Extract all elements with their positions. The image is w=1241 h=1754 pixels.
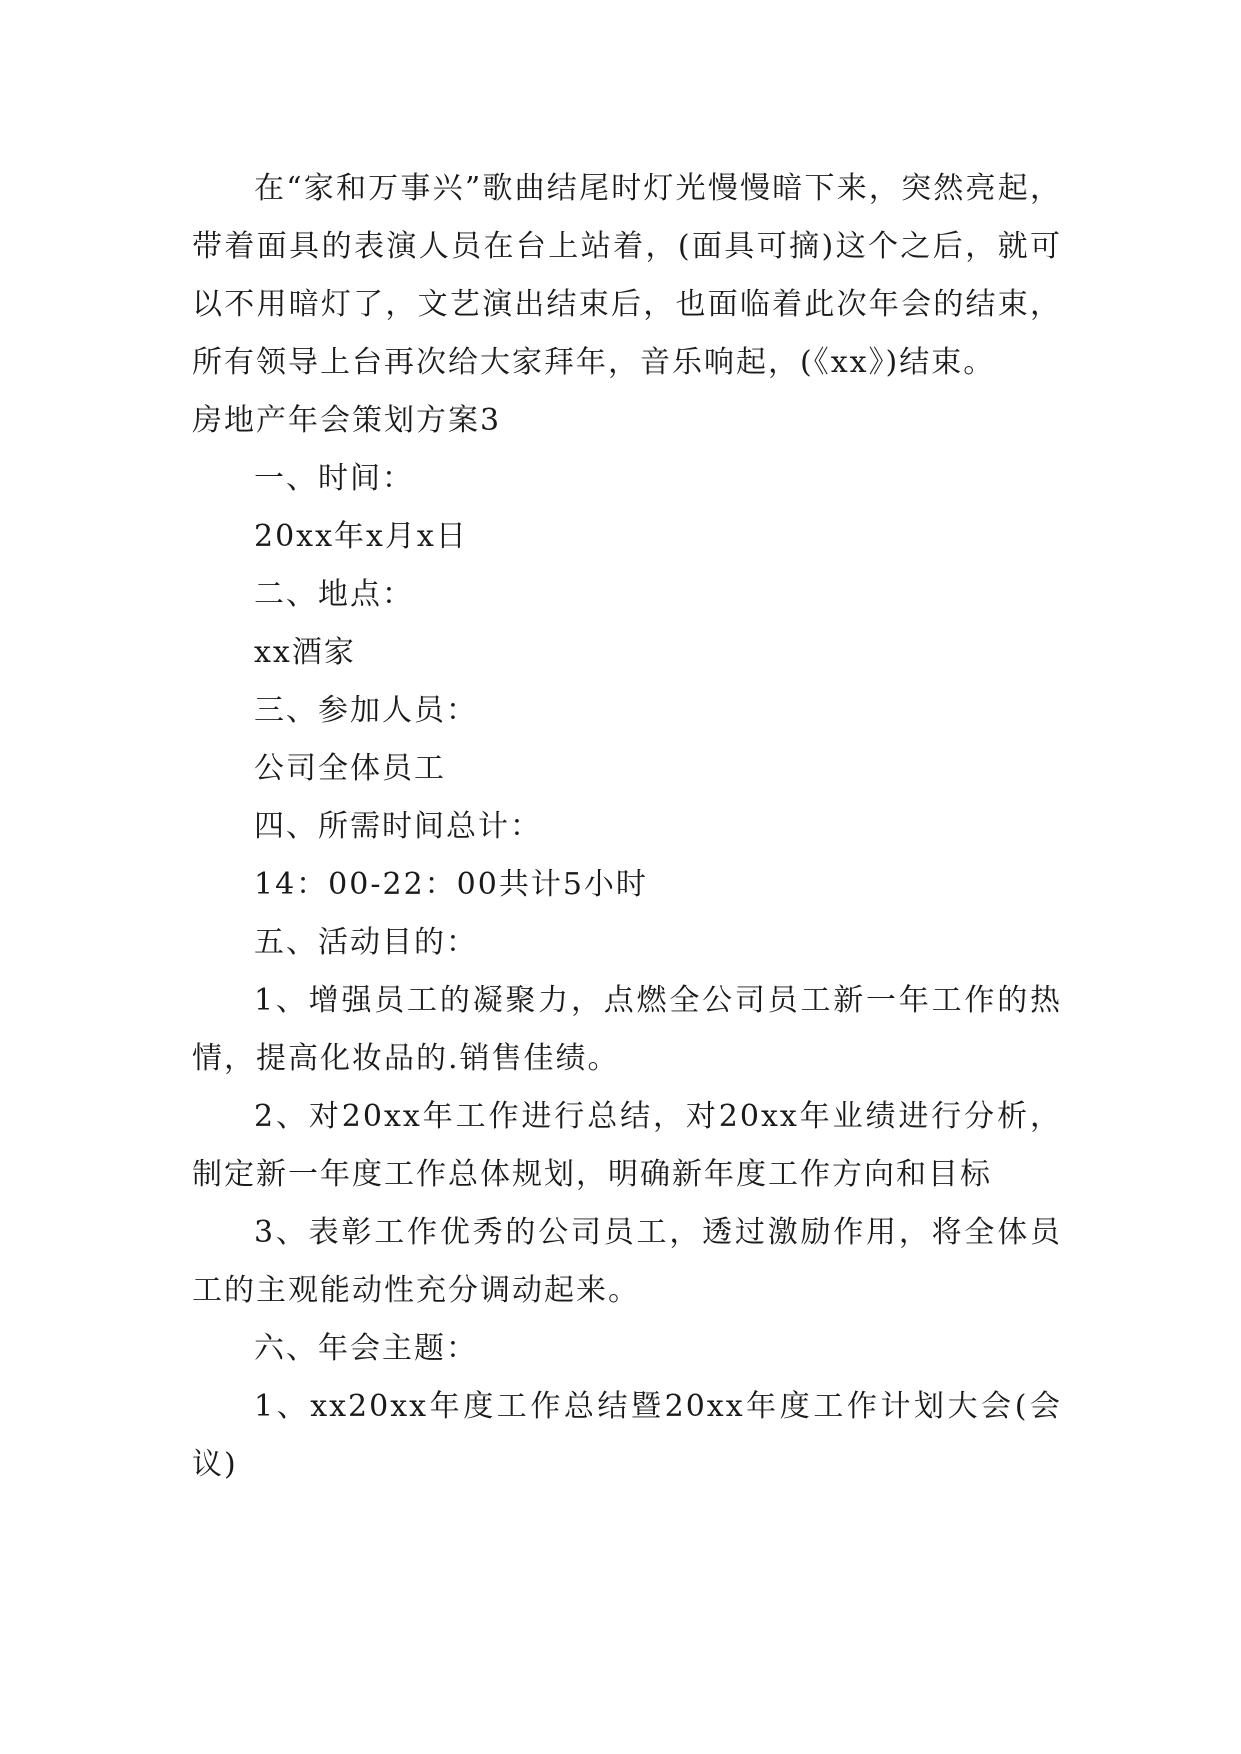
purpose-item-1: 1、增强员工的凝聚力，点燃全公司员工新一年工作的热情，提高化妆品的.销售佳绩。	[192, 983, 1062, 1076]
section-title: 房地产年会策划方案3	[192, 403, 502, 438]
document-body	[192, 160, 1062, 1494]
time-value: 20xx年x月x日	[254, 519, 468, 554]
purpose-item-3: 3、表彰工作优秀的公司员工，透过激励作用，将全体员工的主观能动性充分调动起来。	[192, 1215, 1062, 1308]
participants-value: 公司全体员工	[254, 751, 446, 786]
location-value: xx酒家	[254, 635, 356, 670]
section-heading-time: 一、时间：	[254, 461, 414, 496]
section-heading-participants: 三、参加人员：	[254, 693, 478, 728]
section-heading-purpose: 五、活动目的：	[254, 925, 478, 960]
purpose-item-2: 2、对20xx年工作进行总结，对20xx年业绩进行分析，制定新一年度工作总体规划，明确新年度工作方向和目标	[192, 1099, 1062, 1192]
intro-paragraph: 在“家和万事兴”歌曲结尾时灯光慢慢暗下来，突然亮起，带着面具的表演人员在台上站着，(面具可摘)这个之后，就可以不用暗灯了，文艺演出结束后，也面临着此次年会的结束，所有领导上台再次给大家拜年，音乐响起，(《xx》)结束。	[192, 171, 1062, 380]
section-heading-location: 二、地点：	[254, 577, 414, 612]
theme-item-1: 1、xx20xx年度工作总结暨20xx年度工作计划大会(会议)	[192, 1389, 1062, 1482]
section-heading-theme: 六、年会主题：	[254, 1331, 478, 1366]
section-heading-duration: 四、所需时间总计：	[254, 809, 542, 844]
duration-value: 14：00-22：00共计5小时	[254, 867, 648, 902]
